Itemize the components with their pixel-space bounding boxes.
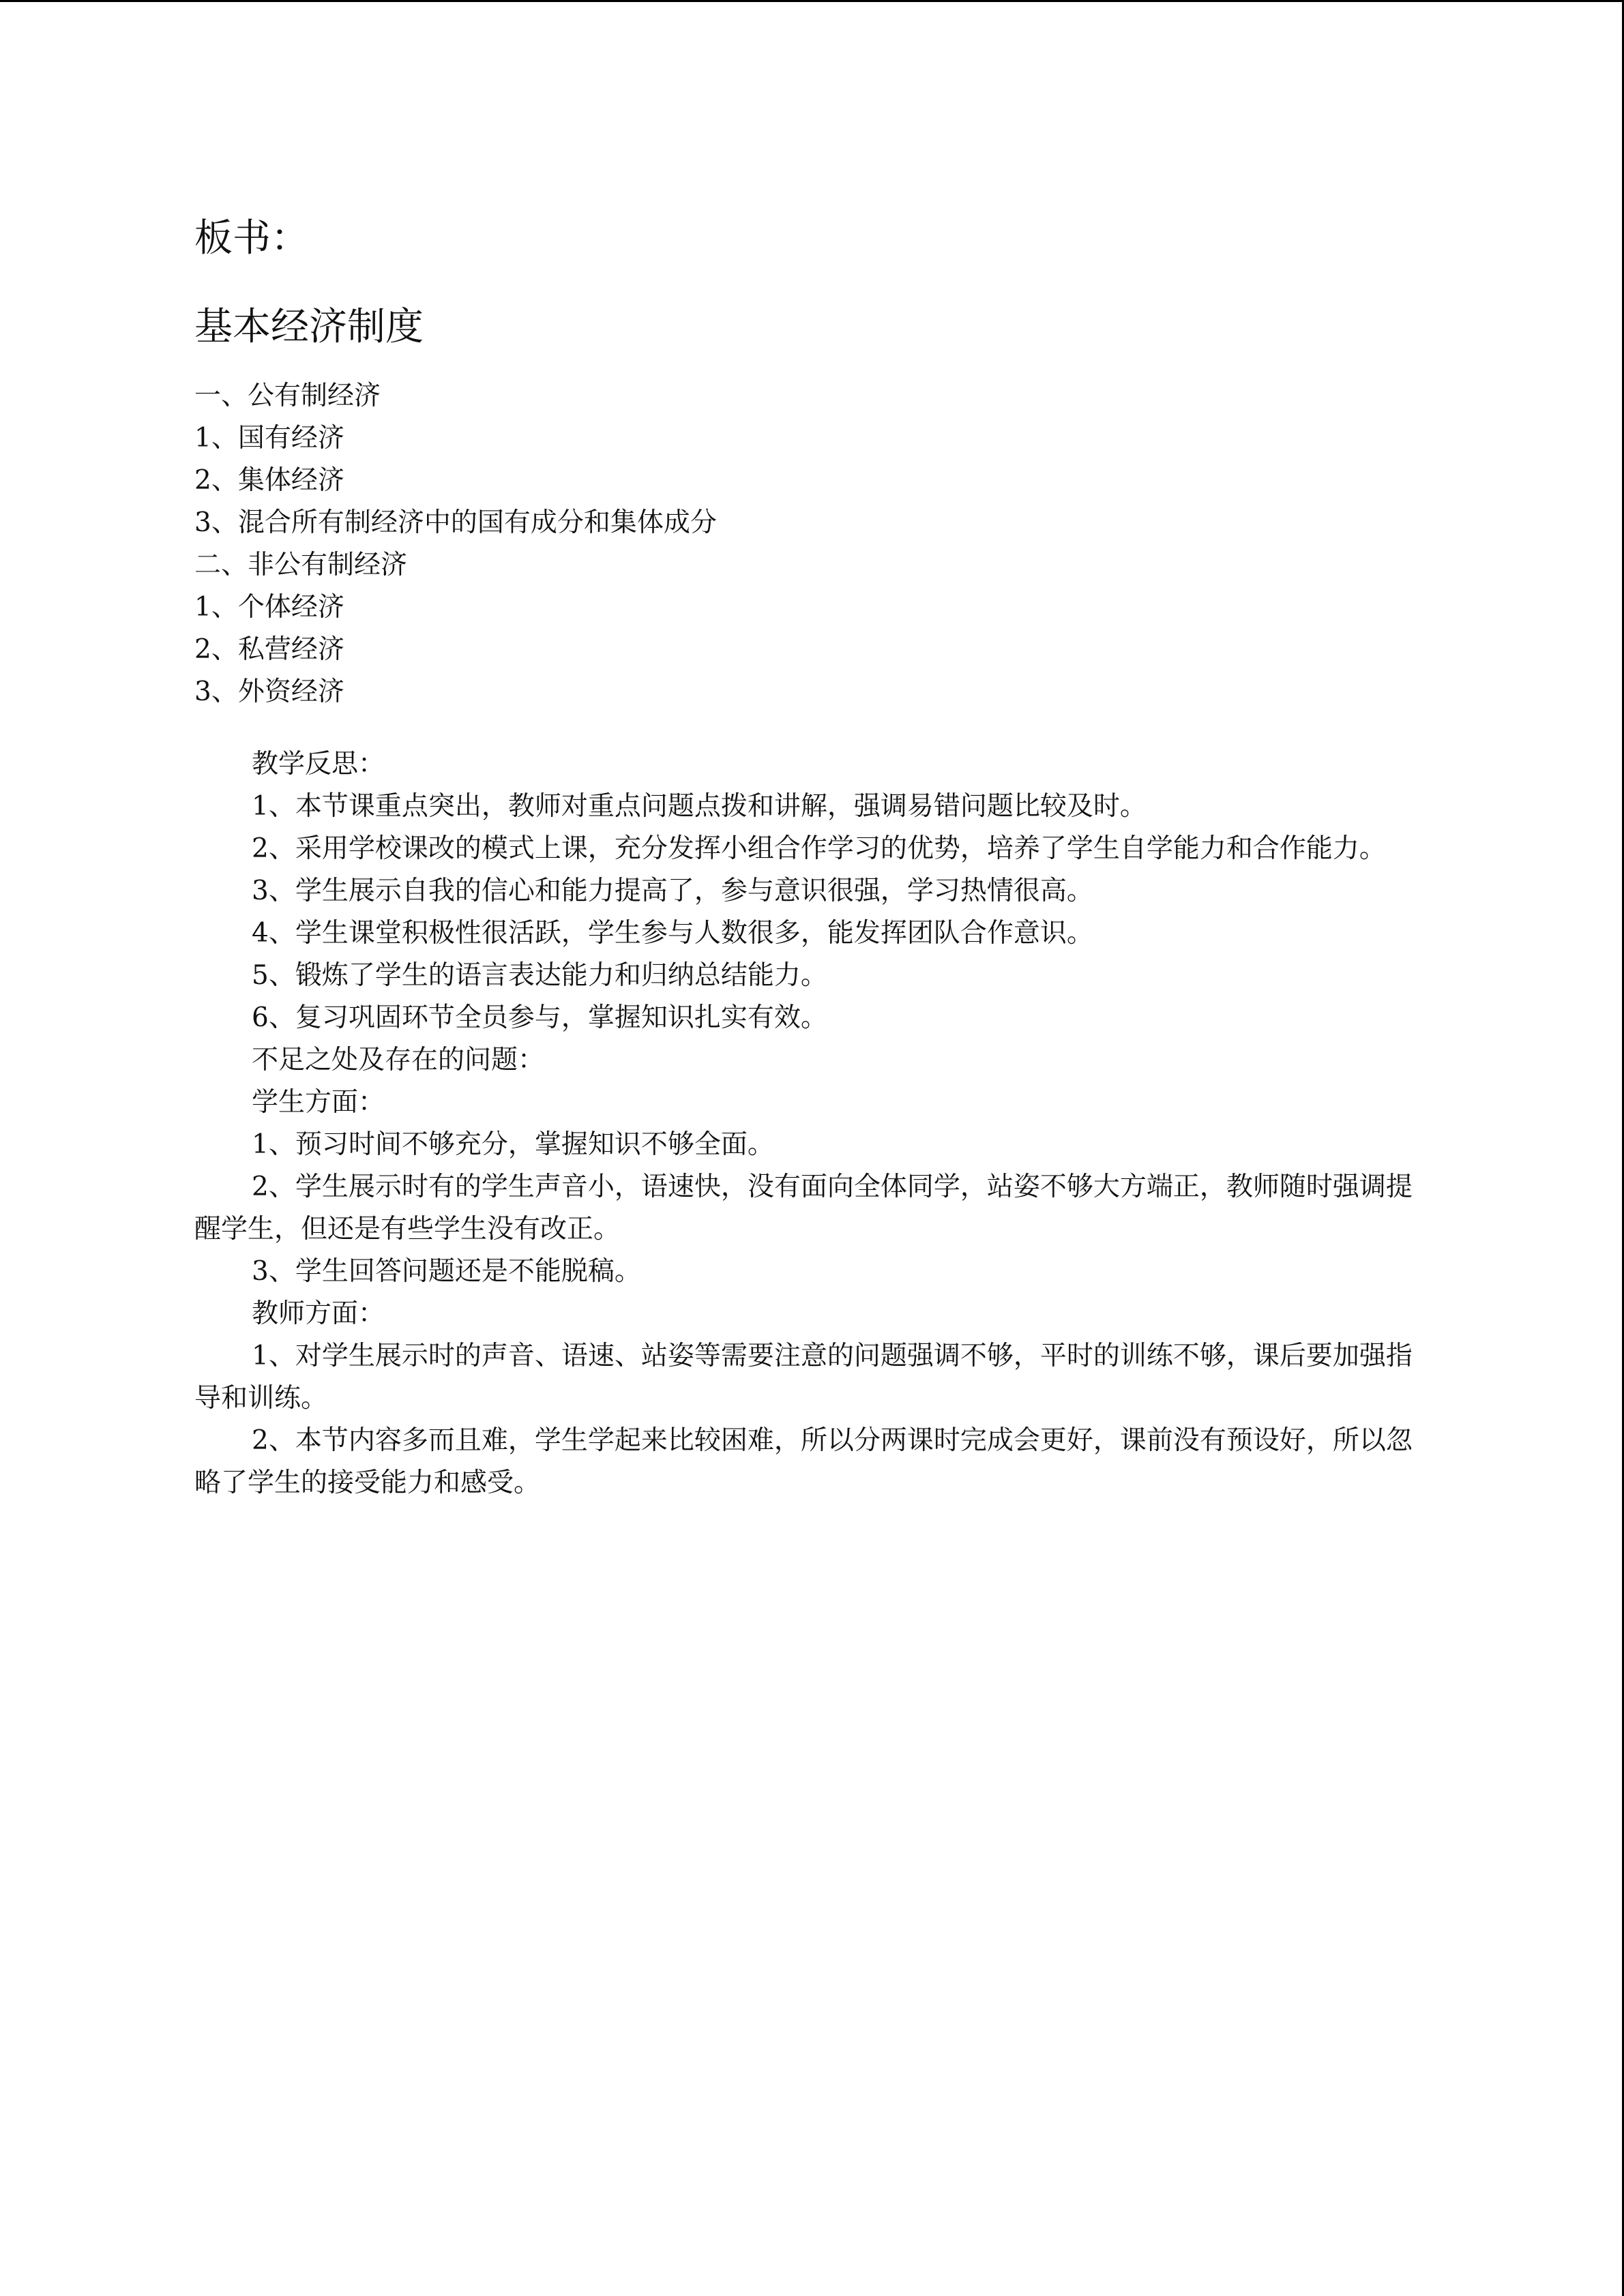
reflection-paragraph: 2、学生展示时有的学生声音小，语速快，没有面向全体同学，站姿不够大方端正，教师随时强调提醒学生，但还是有些学生没有改正。 <box>194 1172 1413 1244</box>
board-title: 基本经济制度 <box>194 305 424 349</box>
students-heading: 学生方面： <box>252 1087 385 1118</box>
outline-item: 1、个体经济 <box>194 592 344 623</box>
reflection-paragraph: 1、本节课重点突出，教师对重点问题点拨和讲解，强调易错问题比较及时。 <box>252 791 1147 822</box>
outline-item: 一、公有制经济 <box>194 381 381 411</box>
reflection-paragraph: 1、预习时间不够充分，掌握知识不够全面。 <box>252 1129 774 1160</box>
reflection-paragraph: 1、对学生展示时的声音、语速、站姿等需要注意的问题强调不够，平时的训练不够，课后要加强指导和训练。 <box>194 1341 1413 1414</box>
page-top-border <box>0 0 1624 2</box>
reflection-paragraph: 2、本节内容多而且难，学生学起来比较困难，所以分两课时完成会更好，课前没有预设好，所以忽略了学生的接受能力和感受。 <box>194 1425 1413 1498</box>
reflection-paragraph: 3、学生展示自我的信心和能力提高了，参与意识很强，学习热情很高。 <box>252 876 1093 906</box>
reflection-paragraph: 5、锻炼了学生的语言表达能力和归纳总结能力。 <box>252 960 827 991</box>
reflection-paragraph: 2、采用学校课改的模式上课，充分发挥小组合作学习的优势，培养了学生自学能力和合作能力。 <box>252 833 1386 864</box>
outline-item: 2、集体经济 <box>194 465 344 496</box>
reflection-paragraph: 6、复习巩固环节全员参与，掌握知识扎实有效。 <box>252 1002 827 1033</box>
teachers-heading: 教师方面： <box>252 1298 385 1329</box>
outline-item: 3、外资经济 <box>194 676 344 707</box>
reflection-paragraph: 4、学生课堂积极性很活跃，学生参与人数很多，能发挥团队合作意识。 <box>252 918 1093 949</box>
outline-item: 二、非公有制经济 <box>194 550 408 580</box>
board-heading: 板书： <box>194 216 309 260</box>
teaching-reflection <box>194 743 1422 1504</box>
outline-item: 1、国有经济 <box>194 423 344 453</box>
reflection-paragraph: 3、学生回答问题还是不能脱稿。 <box>252 1256 641 1287</box>
outline-item: 3、混合所有制经济中的国有成分和集体成分 <box>194 507 717 538</box>
outline-item: 2、私营经济 <box>194 634 344 665</box>
reflection-heading: 教学反思： <box>252 749 385 779</box>
board-outline <box>194 375 1422 713</box>
document-body <box>194 211 1422 1504</box>
problems-heading: 不足之处及存在的问题： <box>252 1045 545 1075</box>
